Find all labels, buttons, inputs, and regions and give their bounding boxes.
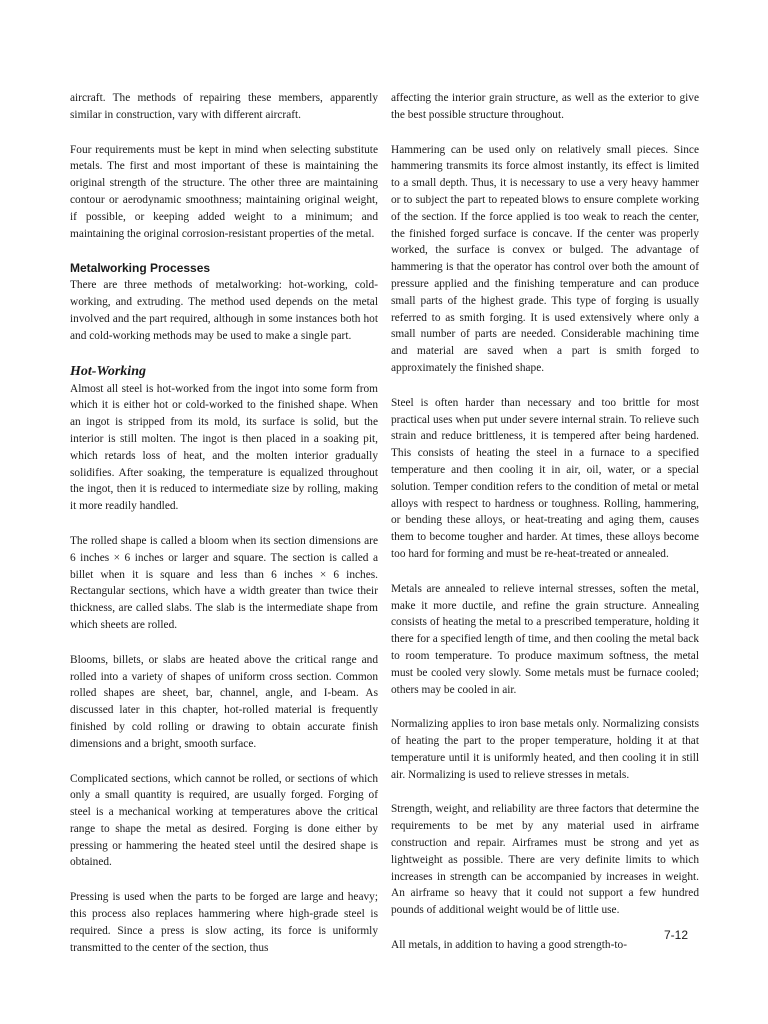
page-number: 7-12 [664, 928, 689, 942]
paragraph-rolled-shapes: Blooms, billets, or slabs are heated above the critical range and rolled into a variety of shapes of uniform cross section. Common rolled shapes are sheet, bar, channel, angle, and I-beam. As discussed later in this chapter, hot-rolled material is frequently finished by cold rolling or drawing to obtain accurate finish dimensions and a bright, smooth surface. [70, 653, 378, 750]
left-column [70, 90, 378, 974]
paragraph-all-metals: All metals, in addition to having a good strength-to- [391, 939, 627, 952]
heading-metalworking-processes: Metalworking Processes [70, 261, 211, 276]
paragraph-repair-methods: aircraft. The methods of repairing these members, apparently similar in construction, vary with different aircraft. [70, 92, 378, 121]
paragraph-strength-weight: Strength, weight, and reliability are three factors that determine the requirements to be met by any material used in airframe construction and repair. Airframes must be strong and yet as lightweight as possible. There are very definite limits to which increases in strength can be accompanied by increases in weight. An airframe so heavy that it could not support a few hundred pounds of additional weight would be of little use. [391, 803, 699, 917]
paragraph-tempering: Steel is often harder than necessary and too brittle for most practical uses when put under severe internal strain. To relieve such strain and reduce brittleness, it is tempered after being hardened. This consists of heating the steel in a furnace to a specified temperature and then cooling it in air, oil, water, or a special solution. Temper condition refers to the condition of metal or metal alloys with respect to hardness or toughness. Rolling, hammering, or bending these alloys, or heat-treating and aging them, causes them to become tougher and harder. At times, these alloys become too hard for forming and must be re-heat-treated or annealed. [391, 396, 699, 560]
paragraph-grain-structure: affecting the interior grain structure, as well as the exterior to give the best possible structure throughout. [391, 92, 699, 121]
paragraph-four-requirements: Four requirements must be kept in mind when selecting substitute metals. The first and most important of these is maintaining the original strength of the structure. The other three are maintaining contour or aerodynamic smoothness; maintaining original weight, if possible, or keeping added weight to a minimum; and maintaining the original corrosion-resistant properties of the metal. [70, 143, 378, 240]
paragraph-ingot: Almost all steel is hot-worked from the ingot into some form from which it is either hot or cold-worked to the finished shape. When an ingot is stripped from its mold, its surface is solid, but the interior is still molten. The ingot is then placed in a soaking pit, which retards loss of heat, and the molten interior gradually solidifies. After soaking, the temperature is equalized throughout the ingot, then it is reduced to intermediate size by rolling, making it more readily handled. [70, 382, 378, 513]
paragraph-pressing: Pressing is used when the parts to be forged are large and heavy; this process also replaces hammering where high-grade steel is required. Since a press is slow acting, its force is uniformly transmitted to the center of the section, thus [70, 891, 378, 954]
heading-hot-working: Hot-Working [70, 363, 146, 379]
paragraph-bloom-billet: The rolled shape is called a bloom when its section dimensions are 6 inches × 6 inches or larger and square. The section is called a billet when it is square and less than 6 inches × 6 inches. Rectangular sections, which have a width greater than twice their thickness, are called slabs. The slab is the intermediate shape from which sheets are rolled. [70, 534, 378, 631]
paragraph-forging: Complicated sections, which cannot be rolled, or sections of which only a small quantity is required, are usually forged. Forging of steel is a mechanical working at temperatures above the critical range to shape the metal as desired. Forging is done either by pressing or hammering the heated steel until the desired shape is obtained. [70, 772, 378, 869]
right-column [391, 90, 699, 972]
paragraph-normalizing: Normalizing applies to iron base metals only. Normalizing consists of heating the part to the proper temperature, holding it at that temperature until it is uniformly heated, and then cooling it in still air. Normalizing is used to relieve stresses in metals. [391, 718, 699, 781]
paragraph-three-methods: There are three methods of metalworking: hot-working, cold-working, and extruding. The method used depends on the metal involved and the part required, although in some instances both hot and cold-working methods may be used to make a single part. [70, 279, 378, 342]
paragraph-annealing: Metals are annealed to relieve internal stresses, soften the metal, make it more ductile, and refine the grain structure. Annealing consists of heating the metal to a prescribed temperature, holding it there for a specified length of time, and then cooling the metal back to room temperature. To produce maximum softness, the metal must be cooled very slowly. Some metals must be furnace cooled; others may be cooled in air. [391, 582, 699, 696]
paragraph-hammering: Hammering can be used only on relatively small pieces. Since hammering transmits its force almost instantly, its effect is limited to a small depth. Thus, it is necessary to use a very heavy hammer or to subject the part to repeated blows to ensure complete working of the section. If the force applied is too weak to reach the center, the finished forged surface is concave. If the center was properly worked, the surface is convex or bulged. The advantage of hammering is that the operator has control over both the amount of pressure applied and the finishing temperature and can produce small parts of the highest grade. This type of forging is usually referred to as smith forging. It is used extensively where only a small number of parts are needed. Considerable machining time and material are saved when a part is smith forged to approximately the finished shape. [391, 143, 699, 374]
